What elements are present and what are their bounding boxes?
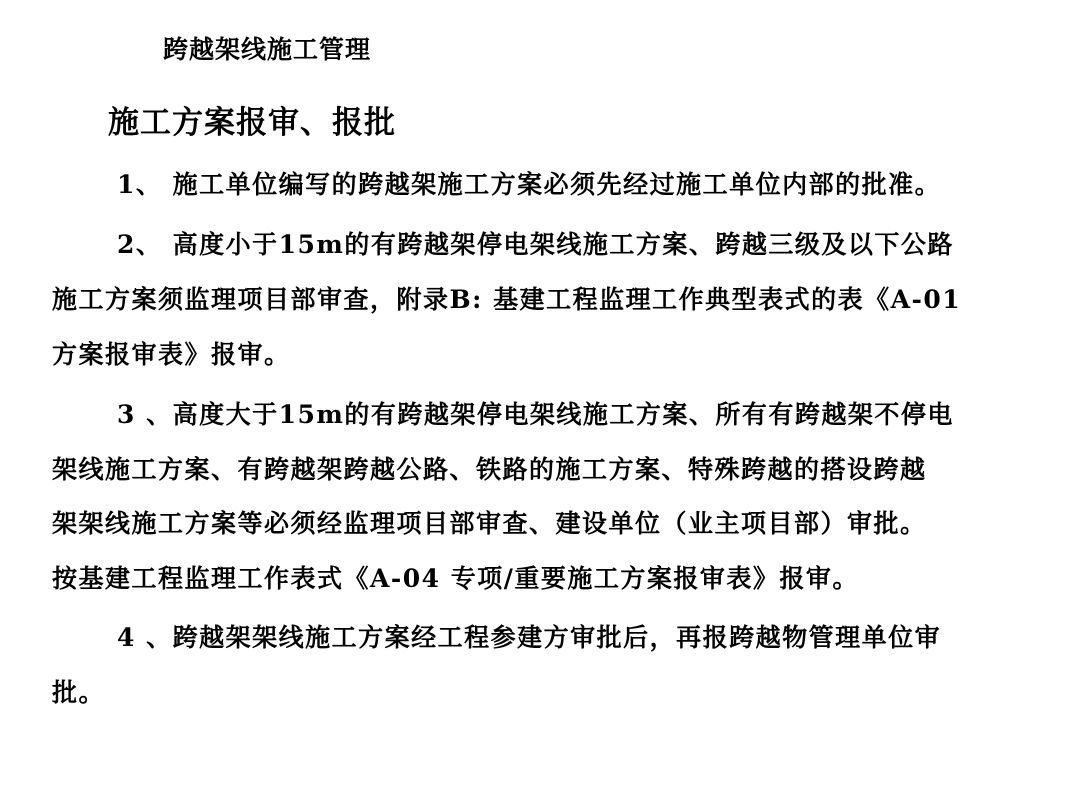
section-title: 施工方案报审、报批: [108, 105, 396, 141]
item-3-line-2: 架线施工方案、有跨越架跨越公路、铁路的施工方案、特殊跨越的搭设跨越: [52, 455, 927, 484]
item-4-line-2: 批。: [52, 678, 106, 707]
item-3-line-3: 架架线施工方案等必须经监理项目部审查、建设单位（业主项目部）审批。: [52, 509, 927, 538]
item-2-line-1: 2、 高度小于15m的有跨越架停电架线施工方案、跨越三级及以下公路: [117, 230, 954, 259]
item-3-line-1: 3 、高度大于15m的有跨越架停电架线施工方案、所有有跨越架不停电: [117, 400, 954, 429]
item-2-line-3: 方案报审表》报审。: [52, 340, 291, 369]
page-header: 跨越架线施工管理: [163, 35, 372, 64]
item-3-line-4: 按基建工程监理工作表式《A-04 专项/重要施工方案报审表》报审。: [52, 564, 859, 593]
item-2-line-2: 施工方案须监理项目部审查，附录B: 基建工程监理工作典型表式的表《A-01: [52, 285, 962, 314]
item-4-line-1: 4 、跨越架架线施工方案经工程参建方审批后，再报跨越物管理单位审: [117, 623, 942, 652]
item-1-line-1: 1、 施工单位编写的跨越架施工方案必须先经过施工单位内部的批准。: [117, 170, 942, 199]
